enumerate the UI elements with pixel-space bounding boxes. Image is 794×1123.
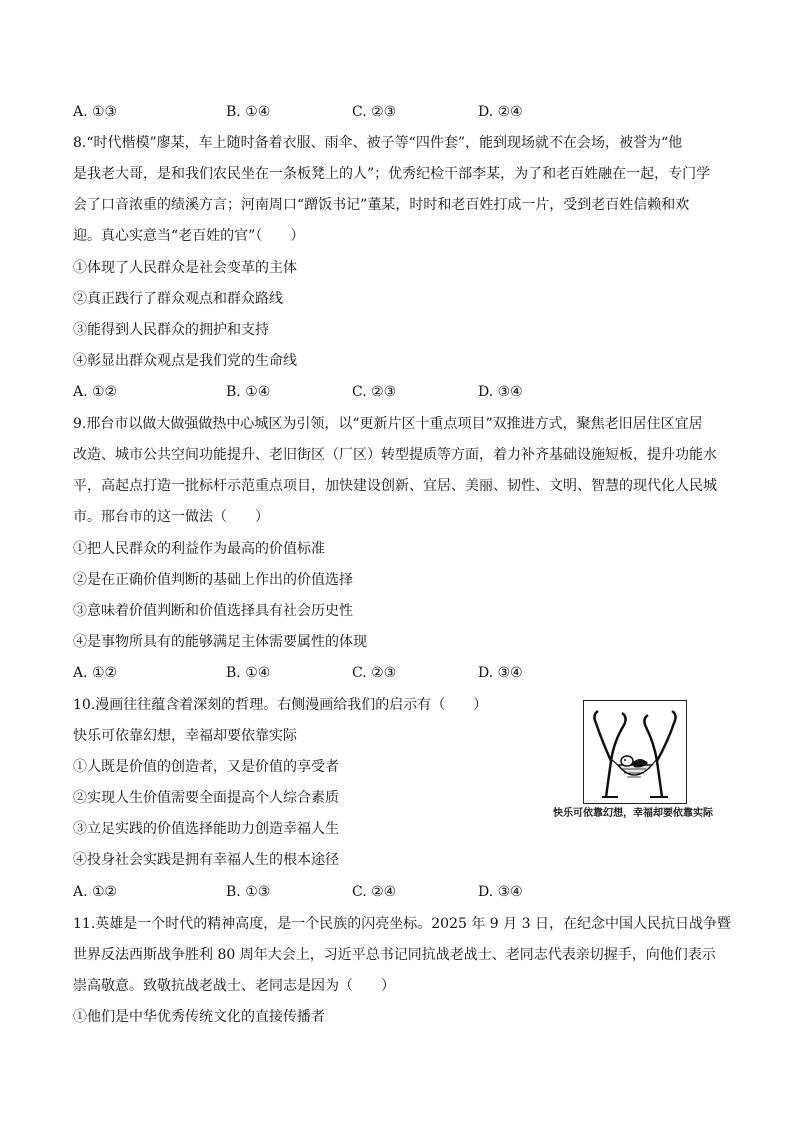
q9-option-a: A. ①② [73,665,118,681]
q10-item-3: ③立足实践的价值选择能助力创造幸福人生 [73,821,339,837]
q10-option-b: B. ①③ [226,884,271,900]
q9-stem-line-4: 市。邢台市的这一做法（ ） [73,509,269,525]
q7-option-a: A. ①③ [73,104,118,120]
q9-item-1: ①把人民群众的利益作为最高的价值标准 [73,541,325,557]
q10-option-d: D. ③④ [478,884,523,900]
q9-option-b: B. ①④ [226,665,271,681]
q9-item-3: ③意味着价值判断和价值选择具有社会历史性 [73,603,353,619]
q7-option-d: D. ②④ [478,104,523,120]
q10-option-a: A. ①② [73,884,118,900]
q10-stem-line-1: 10.漫画往往蕴含着深刻的哲理。右侧漫画给我们的启示有（ ） [73,697,488,713]
q9-option-c: C. ②③ [352,665,397,681]
hammock-cartoon-icon [584,701,685,802]
q9-item-2: ②是在正确价值判断的基础上作出的价值选择 [73,572,353,588]
q9-stem-line-3: 平，高起点打造一批标杆示范重点项目，加快建设创新、宜居、美丽、韧性、文明、智慧的现代化人民城 [73,478,717,494]
q7-option-c: C. ②③ [352,104,397,120]
q10-item-2: ②实现人生价值需要全面提高个人综合素质 [73,790,339,806]
q8-stem-line-2: 是我老大哥，是和我们农民坐在一条板凳上的人”；优秀纪检干部李某，为了和老百姓融在一起，专门学 [73,166,711,182]
q8-stem-line-4: 迎。真心实意当“老百姓的官”（ ） [73,228,305,244]
q9-stem-line-2: 改造、城市公共空间功能提升、老旧街区（厂区）转型提质等方面，着力补齐基础设施短板，提升功能水 [73,447,717,463]
q8-item-3: ③能得到人民群众的拥护和支持 [73,322,269,338]
q10-stem-line-2: 快乐可依靠幻想，幸福却要依靠实际 [73,728,297,744]
q10-item-1: ①人既是价值的创造者，又是价值的享受者 [73,759,339,775]
q9-option-d: D. ③④ [478,665,523,681]
q8-option-d: D. ③④ [478,384,523,400]
q9-item-4: ④是事物所具有的能够满足主体需要属性的体现 [73,634,367,650]
q11-stem-line-1: 11.英雄是一个时代的精神高度，是一个民族的闪亮坐标。2025 年 9 月 3 日，在纪念中国人民抗日战争暨 [73,916,731,932]
q8-item-2: ②真正践行了群众观点和群众路线 [73,291,283,307]
q8-item-1: ①体现了人民群众是社会变革的主体 [73,260,297,276]
q8-item-4: ④彰显出群众观点是我们党的生命线 [73,353,297,369]
cartoon-image [583,700,687,804]
q9-stem-line-1: 9.邢台市以做大做强做热中心城区为引领，以“更新片区十重点项目”双推进方式，聚焦老旧居住区宜居 [73,416,703,432]
cartoon-caption: 快乐可依靠幻想，幸福却要依靠实际 [553,808,713,819]
q11-item-1: ①他们是中华优秀传统文化的直接传播者 [73,1009,325,1025]
q7-option-b: B. ①④ [226,104,271,120]
q11-stem-line-2: 世界反法西斯战争胜利 80 周年大会上，习近平总书记同抗战老战士、老同志代表亲切握手，向他们表示 [73,947,716,963]
q10-option-c: C. ②④ [352,884,397,900]
q8-option-a: A. ①② [73,384,118,400]
q10-item-4: ④投身社会实践是拥有幸福人生的根本途径 [73,852,339,868]
q11-stem-line-3: 崇高敬意。致敬抗战老战士、老同志是因为（ ） [73,978,395,994]
q8-option-b: B. ①④ [226,384,271,400]
q8-option-c: C. ②③ [352,384,397,400]
q8-stem-line-1: 8.“时代楷模”廖某，车上随时备着衣服、雨伞、被子等“四件套”，能到现场就不在会场，被誉为“他 [73,135,683,151]
q8-stem-line-3: 会了口音浓重的绩溪方言；河南周口“蹭饭书记”董某，时时和老百姓打成一片，受到老百姓信赖和欢 [73,197,690,213]
